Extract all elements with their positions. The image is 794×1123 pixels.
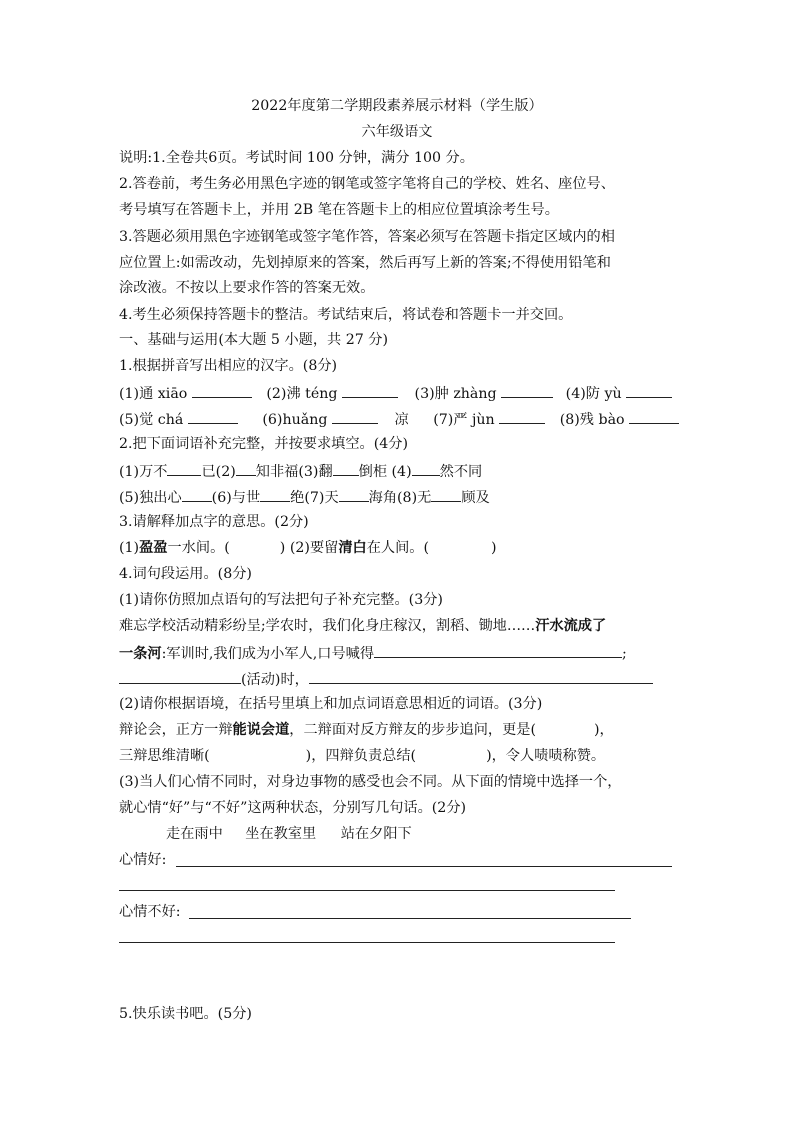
instruction-4: 4.考生必须保持答题卡的整洁。考试结束后，将试卷和答题卡一并交回。 — [119, 307, 573, 323]
writing-line[interactable] — [119, 942, 615, 943]
answer-blank[interactable] — [412, 460, 440, 476]
instruction-3a: 3.答题必须用黑色字迹钢笔或签字笔作答，答案必须写在答题卡指定区域内的相 — [119, 229, 615, 245]
writing-line[interactable] — [119, 890, 615, 891]
q4-text: (活动)时， — [241, 672, 309, 688]
q1-item-5: (5)觉 chá — [119, 412, 184, 428]
q1-prompt: 1.根据拼音写出相应的汉字。(8分) — [119, 358, 338, 374]
q1-item-3: (3)肿 zhàng — [414, 386, 497, 402]
q4-text: ，二辩面对反方辩友的步步追问，更是( — [289, 722, 537, 738]
q3-text: 一水间。( — [167, 540, 230, 556]
q5-prompt: 5.快乐读书吧。(5分) — [119, 1006, 252, 1022]
scene-options — [166, 824, 412, 844]
answer-blank[interactable] — [332, 408, 378, 424]
q4-part1-text-a — [119, 616, 606, 636]
q1-row2 — [119, 408, 679, 430]
q4-part2-prompt: (2)请你根据语境，在括号里填上和加点词语意思相近的词语。(3分) — [119, 696, 543, 712]
answer-blank[interactable] — [309, 668, 653, 684]
activity-blank[interactable] — [119, 668, 241, 684]
q4-text: :军训时,我们成为小军人,口号喊得 — [161, 646, 375, 662]
q2-text: (6)与世 — [211, 490, 261, 506]
q4-part3-prompt-b: 就心情“好”与“不好”这两种状态，分别写几句话。(2分) — [119, 800, 467, 816]
instruction-2a: 2.答卷前，考生务必用黑色字迹的钢笔或签字笔将自己的学校、姓名、座位号、 — [119, 176, 615, 192]
q2-text: 知非福(3)翻 — [255, 464, 333, 480]
instruction-3c: 涂改液。不按以上要求作答的答案无效。 — [119, 280, 375, 296]
q2-text: (1)万不 — [119, 464, 168, 480]
mood-good-label: 心情好: — [119, 852, 167, 868]
q3-text: ) (2)要留 — [279, 540, 339, 556]
q3-text: ) — [491, 540, 497, 556]
writing-line[interactable] — [189, 918, 631, 919]
writing-line[interactable] — [176, 866, 672, 867]
answer-blank[interactable] — [431, 486, 461, 502]
answer-blank[interactable] — [236, 460, 256, 476]
q4-text: 难忘学校活动精彩纷呈;学农时，我们化身庄稼汉，割稻、锄地…… — [119, 618, 536, 634]
q4-text: )，四辩负责总结( — [305, 748, 417, 764]
q1-item-1: (1)通 xiāo — [119, 386, 188, 402]
q4-part2-line1 — [119, 720, 614, 740]
q1-item-6: (6)huǎng — [262, 412, 328, 428]
exam-subject: 六年级语文 — [361, 124, 433, 140]
q4-dotted-phrase: 能说会道 — [232, 722, 290, 738]
scene-option: 站在夕阳下 — [340, 826, 412, 842]
q4-dotted-phrase: 汗水流成了 — [535, 618, 607, 634]
q4-prompt: 4.词句段运用。(8分) — [119, 566, 252, 582]
q4-text: 三辩思维清晰( — [119, 748, 210, 764]
q3-row — [119, 538, 497, 558]
q2-text: 顾及 — [461, 490, 490, 506]
q3-prompt: 3.请解释加点字的意思。(2分) — [119, 514, 309, 530]
answer-blank[interactable] — [260, 486, 290, 502]
q4-text: 辩论会，正方一辩 — [119, 722, 233, 738]
q4-text: )，令人啧啧称赞。 — [486, 748, 606, 764]
answer-blank[interactable] — [499, 408, 545, 424]
q2-text: (5)独出心 — [119, 490, 182, 506]
q1-item-8: (8)残 bào — [559, 412, 625, 428]
q3-dotted-word: 清白 — [338, 540, 367, 556]
q1-item-4: (4)防 yù — [565, 386, 622, 402]
q2-row2 — [119, 486, 490, 508]
answer-blank[interactable] — [629, 408, 679, 424]
q2-text: 绝(7)天 — [290, 490, 339, 506]
answer-blank[interactable] — [182, 486, 212, 502]
instruction-2b: 考号填写在答题卡上，并用 2B 笔在答题卡上的相应位置填涂考生号。 — [119, 202, 559, 218]
q4-dotted-phrase: 一条河 — [119, 646, 162, 662]
mood-bad-label: 心情不好: — [119, 904, 181, 920]
q2-text: 然不同 — [439, 464, 483, 480]
answer-blank[interactable] — [339, 486, 369, 502]
q2-row1 — [119, 460, 482, 482]
answer-blank[interactable] — [333, 460, 359, 476]
q2-prompt: 2.把下面词语补充完整，并按要求填空。(4分) — [119, 436, 409, 452]
q4-text: )， — [594, 722, 614, 738]
answer-blank[interactable] — [501, 382, 553, 398]
scene-option: 坐在教室里 — [245, 826, 317, 842]
q2-text: 海角(8)无 — [368, 490, 432, 506]
q4-part3-prompt-a: (3)当人们心情不同时，对身边事物的感受也会不同。从下面的情境中选择一个， — [119, 774, 622, 790]
q4-part2-line2 — [119, 746, 605, 766]
q1-item-2: (2)沸 téng — [266, 386, 338, 402]
q2-text: 已(2) — [201, 464, 236, 480]
q1-item-6b: 凉 — [394, 412, 409, 428]
scene-option: 走在雨中 — [166, 826, 223, 842]
instruction-1: 说明:1.全卷共6页。考试时间 100 分钟，满分 100 分。 — [119, 150, 474, 166]
answer-blank[interactable] — [626, 382, 672, 398]
q3-text: (1) — [119, 540, 140, 556]
q4-part1-prompt: (1)请你仿照加点语句的写法把句子补充完整。(3分) — [119, 592, 443, 608]
section-heading: 一、基础与运用(本大题 5 小题，共 27 分) — [119, 332, 389, 348]
answer-blank[interactable] — [167, 460, 201, 476]
answer-blank[interactable] — [192, 382, 252, 398]
instruction-3b: 应位置上:如需改动，先划掉原来的答案，然后再写上新的答案;不得使用铅笔和 — [119, 255, 611, 271]
answer-blank[interactable] — [188, 408, 238, 424]
answer-blank[interactable] — [374, 642, 622, 658]
q4-text: ; — [622, 646, 627, 662]
q2-text: 倒柜 (4) — [358, 464, 412, 480]
q3-dotted-word: 盈盈 — [139, 540, 168, 556]
q4-part1-text-c — [119, 668, 653, 690]
answer-blank[interactable] — [342, 382, 398, 398]
q1-row1 — [119, 382, 672, 404]
q4-part1-text-b — [119, 642, 627, 664]
q3-text: 在人间。( — [366, 540, 430, 556]
exam-title: 2022年度第二学期段素养展示材料（学生版） — [251, 98, 543, 114]
q1-item-7: (7)严 jùn — [433, 412, 495, 428]
